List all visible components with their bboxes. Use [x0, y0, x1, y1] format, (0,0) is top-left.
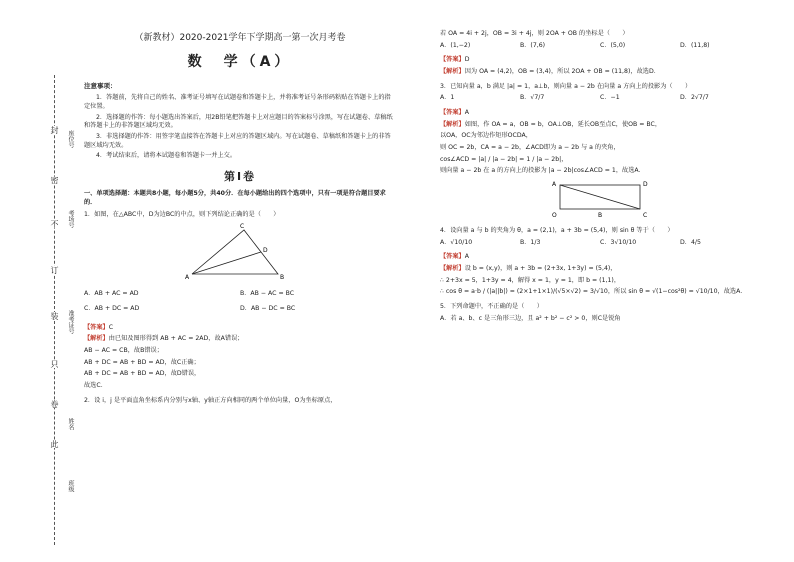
- analysis-line: 由已知及图形得到 AB + AC = 2AD，故A错误；: [108, 335, 244, 343]
- analysis-tag: 【解析】: [440, 120, 465, 128]
- option-c: C．−1: [600, 94, 620, 102]
- binding-margin: [20, 30, 80, 540]
- label-c: C: [643, 212, 648, 220]
- question-1-analysis: [84, 335, 396, 344]
- analysis-tag: 【解析】: [84, 335, 109, 343]
- question-1-answer: [84, 324, 396, 333]
- exam-room-field: 考场号: [67, 210, 74, 228]
- analysis-line: 以OA，OC为邻边作矩形OCDA，: [440, 132, 532, 140]
- question-1-stem: 1．如图，在△ABC中，D为边BC的中点，则下列结论正确的是（ ）: [84, 210, 280, 218]
- exam-title: （新教材）2020-2021学年下学期高一第一次月考卷: [134, 33, 346, 43]
- seal-char: 封: [50, 126, 59, 134]
- analysis-line: 设 b = (x,y)，则 a + 3b = (2+3x, 1+3y) = (5,4)，: [464, 265, 617, 273]
- answer-value: D: [464, 56, 470, 64]
- analysis-line: 故选C．: [84, 382, 107, 390]
- label-a: A: [552, 181, 557, 189]
- question-2-stem-start: 2．设 i，j 是平面直角坐标系内分别与x轴、y轴正方向相同的两个单位向量，O为坐标原点，: [84, 396, 337, 404]
- analysis-line: AB + DC = AB + BD = AD，故D错误，: [84, 370, 201, 378]
- diagonal-ac: [560, 185, 640, 209]
- option-a: A．(1,−2): [440, 41, 471, 49]
- right-column: [440, 30, 760, 326]
- seal-line: [54, 75, 55, 545]
- seal-char: 装: [50, 312, 59, 320]
- analysis-line: ∴ 2+3x = 5，1+3y = 4，解得 x = 1，y = 1，即 b = (1,1)，: [440, 276, 621, 284]
- answer-tag: 【答案】: [440, 56, 465, 64]
- notice-item: 3．非选择题的作答：用签字笔直接答在答题卡上对应的答题区域内。写在试题卷、草稿纸和答题卡上的非答题区域均无效。: [84, 132, 391, 149]
- section-heading: 第Ⅰ卷: [223, 169, 257, 183]
- label-b: B: [280, 274, 285, 282]
- question-4-analysis: [440, 265, 760, 274]
- analysis-line: 如图，作 OA = a，OB = b，OA⊥OB，延长OB至点C，使OB = BC，: [464, 120, 662, 128]
- option-c: C．3√10/10: [600, 238, 637, 246]
- class-field: 班级: [67, 480, 74, 492]
- option-b: B．√7/7: [520, 94, 545, 102]
- answer-value: A: [464, 253, 469, 261]
- label-a: A: [185, 274, 190, 282]
- option-c: C．AB + DC = AD: [84, 305, 140, 313]
- left-column: [84, 30, 396, 408]
- option-b: B．1/3: [520, 238, 541, 246]
- option-c: C．(5,0): [600, 41, 626, 49]
- section-instructions: 一、单项选择题：本题共8小题，每小题5分，共40分．在每小题给出的四个选项中，只有一项是符合题目要求的．: [84, 190, 386, 207]
- answer-value: C: [108, 323, 114, 331]
- label-d: D: [643, 181, 648, 189]
- option-a: A．AB + AC = AD: [84, 290, 139, 298]
- option-d: D．4/5: [680, 238, 701, 246]
- answer-tag: 【答案】: [440, 253, 465, 261]
- option-a: A．1: [440, 94, 455, 102]
- notice-item: 2．选择题的作答：每小题选出答案后，用2B铅笔把答题卡上对应题目的答案标号涂黑，写在试题卷、草稿纸和答题卡上的非答题区域均无效。: [84, 113, 393, 130]
- option-d: D．2√7/7: [680, 94, 709, 102]
- question-3-answer: [440, 109, 760, 118]
- question-5-option-a: A．若 a、b、c 是三角形三边，且 a² + b² − c² > 0，则C是锐角: [440, 314, 621, 322]
- label-c: C: [240, 223, 245, 231]
- question-2-answer: [440, 56, 760, 65]
- question-4-stem: 4．设向量 a 与 b 的夹角为 θ，a = (2,1)，a + 3b = (5,4)，则 sin θ 等于（ ）: [440, 227, 674, 235]
- analysis-tag: 【解析】: [440, 68, 465, 76]
- answer-tag: 【答案】: [440, 109, 465, 117]
- option-b: B．AB − AC = BC: [240, 290, 295, 298]
- admission-number-field: 准考证号: [67, 310, 74, 334]
- seat-number-field: 座位号: [67, 130, 74, 148]
- label-b: B: [598, 212, 603, 220]
- seal-char: 此: [50, 440, 59, 448]
- analysis-line: ∴ cos θ = a·b / (|a||b|) = (2×1+1×1)/(√5×√2) = 3/√10，所以 sin θ = √(1−cos²θ) = √10/10，故选A．: [440, 288, 747, 296]
- analysis-line: 因为 OA = (4,2)，OB = (3,4)，所以 2OA + OB = (11,8)，故选D．: [464, 68, 660, 76]
- notice-item: 1．答题前，先将自己的姓名、准考证号填写在试题卷和答题卡上，并将准考证号条形码粘贴在答题卡上的指定位置。: [84, 94, 391, 110]
- question-1-options: [84, 290, 396, 319]
- seal-char: 订: [50, 266, 59, 274]
- analysis-line: AB − AC = CB，故B错误；: [84, 347, 163, 355]
- analysis-line: 则 OC = 2b，CA = a − 2b，∠ACD即为 a − 2b 与 a 的夹角，: [440, 144, 620, 152]
- name-field: 姓名: [67, 418, 74, 430]
- seal-char: 不: [50, 220, 59, 228]
- label-o: O: [552, 212, 557, 220]
- option-b: B．(7,6): [520, 41, 546, 49]
- option-d: D．(11,8): [680, 41, 710, 49]
- answer-value: A: [464, 109, 469, 117]
- question-4-answer: [440, 253, 760, 262]
- notice-heading: 注意事项：: [84, 82, 117, 91]
- subject-title: 数 学（A）: [187, 53, 293, 70]
- question-3-analysis: [440, 121, 760, 130]
- analysis-tag: 【解析】: [440, 265, 465, 273]
- option-d: D．AB − DC = BC: [240, 305, 296, 313]
- label-d: D: [263, 247, 268, 255]
- question-2-options: [440, 42, 760, 51]
- analysis-line: AB + DC = AB + BD = AD，故C正确；: [84, 358, 200, 366]
- option-a: A．√10/10: [440, 238, 473, 246]
- triangle-figure: [184, 222, 304, 284]
- question-5-stem: 5．下列命题中，不正确的是（ ）: [440, 303, 543, 311]
- answer-tag: 【答案】: [84, 323, 109, 331]
- seal-char: 密: [50, 176, 59, 184]
- seal-char: 卷: [50, 400, 59, 408]
- question-2-analysis: [440, 68, 760, 77]
- analysis-line: cos∠ACD = |a| / |a − 2b| = 1 / |a − 2b|，: [440, 155, 568, 163]
- seal-char: 只: [50, 360, 59, 368]
- median-ad: [192, 252, 261, 274]
- analysis-line: 则向量 a − 2b 在 a 的方向上的投影为 |a − 2b|cos∠ACD = 1，故选A．: [440, 167, 645, 175]
- notice-item: 4．考试结束后，请将本试题卷和答题卡一并上交。: [96, 152, 237, 160]
- question-3-stem: 3．已知向量 a，b 满足 |a| = 1，a⊥b，则向量 a − 2b 在向量 a 方向上的投影为（ ）: [440, 82, 692, 90]
- rectangle-figure: [550, 179, 660, 221]
- question-4-options: [440, 239, 760, 248]
- question-3-options: [440, 94, 760, 103]
- question-2-stem: 若 OA = 4i + 2j，OB = 3i + 4j，则 2OA + OB 的坐标是（ ）: [440, 30, 629, 37]
